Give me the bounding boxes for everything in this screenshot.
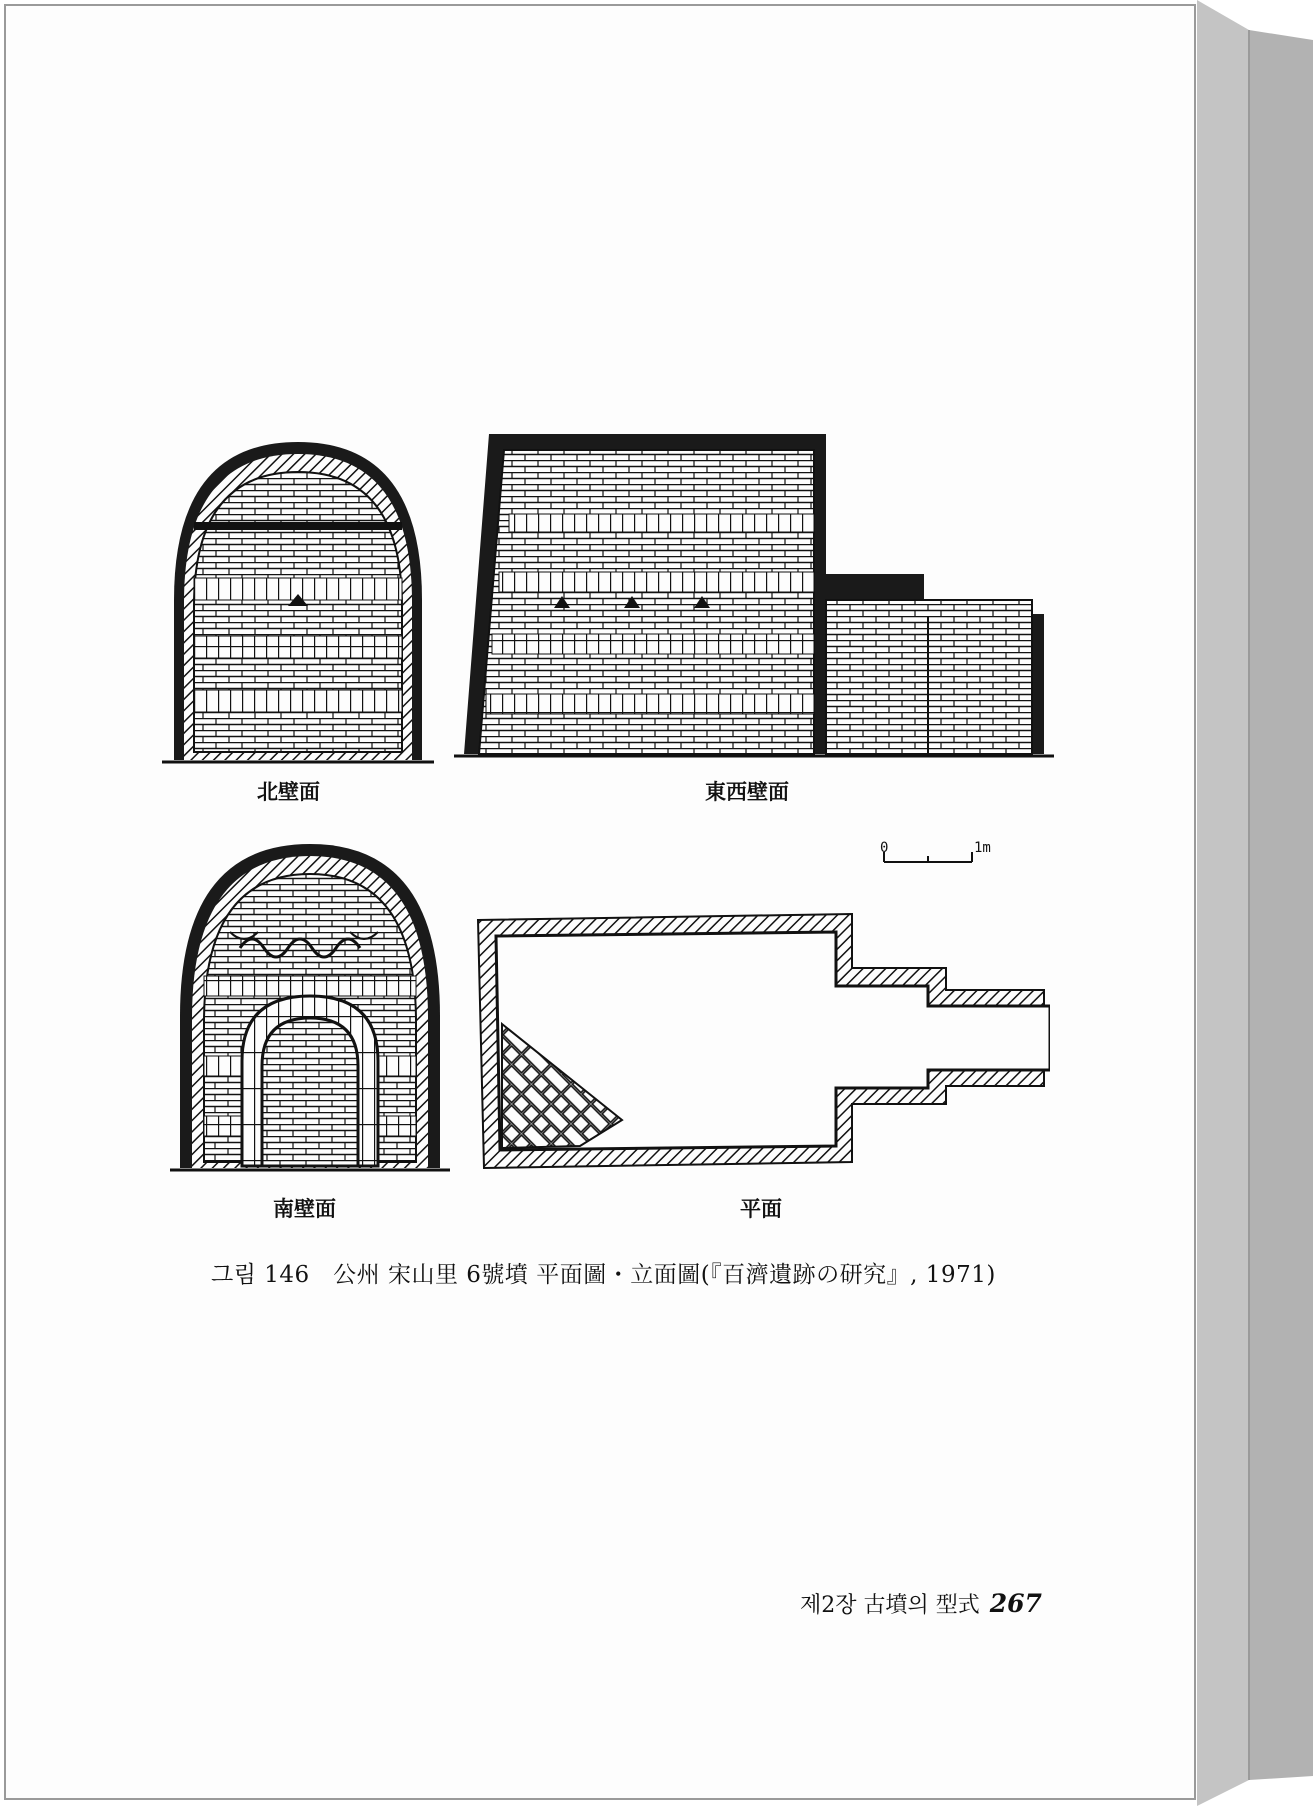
chapter-title: 제2장 古墳의 型式 [800, 1593, 980, 1618]
plan-drawing [472, 906, 1050, 1176]
scale-bar [878, 840, 998, 870]
east-west-wall-label: 東西壁面 [705, 780, 789, 804]
south-wall-drawing [170, 836, 450, 1176]
north-wall-label: 北壁面 [257, 780, 320, 804]
north-wall-drawing [158, 430, 438, 770]
scale-zero-label: 0 [880, 840, 889, 856]
scale-unit-label: 1m [974, 840, 991, 856]
east-west-wall-drawing [454, 424, 1054, 770]
south-wall-label: 南壁面 [273, 1197, 336, 1221]
plan-label: 平面 [740, 1197, 782, 1221]
running-head [800, 1588, 1042, 1619]
page-number: 267 [989, 1589, 1042, 1618]
page-edge [1197, 0, 1313, 1806]
figure-caption: 그림 146 公州 宋山里 6號墳 平面圖・立面圖(『百濟遺跡の研究』, 1971) [211, 1262, 996, 1288]
